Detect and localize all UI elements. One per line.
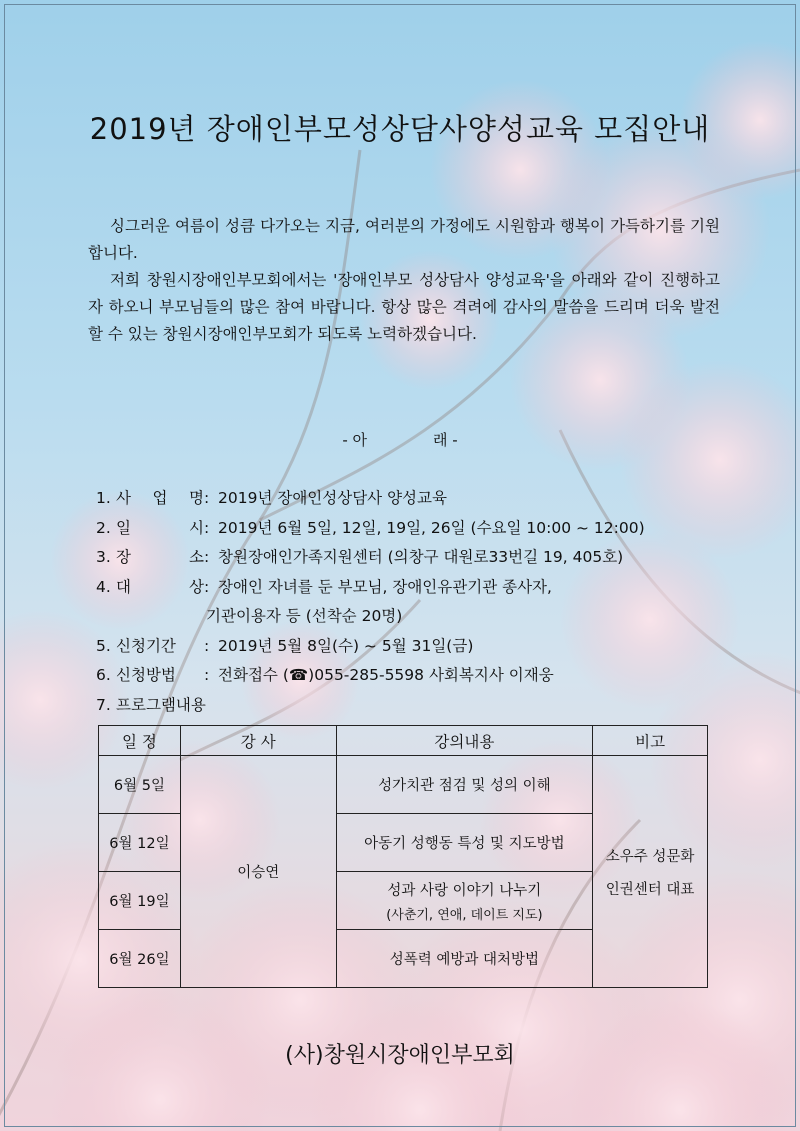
cell-content: 성가치관 점검 및 성의 이해: [336, 756, 593, 814]
cell-date: 6월 19일: [99, 872, 181, 930]
colon: :: [204, 548, 210, 566]
header-instructor: 강 사: [180, 726, 336, 756]
header-date: 일 정: [99, 726, 181, 756]
intro-text: [88, 213, 720, 348]
note-heading-left: - 아: [342, 431, 367, 449]
colon: :: [204, 518, 210, 537]
note-heading: [0, 429, 800, 450]
intro-paragraph: 저희 창원시장애인부모회에서는 '장애인부모 성상담사 양성교육'을 아래와 같이 진행하고자 하오니 부모님들의 많은 참여 바랍니다. 항상 많은 격려에 감사의 말씀을 드리며 더욱 발전할 수 있는 창원시장애인부모회가 되도록 노력하겠습니다.: [88, 271, 720, 343]
item-number: 1.: [96, 489, 111, 507]
item-value: 2019년 6월 5일, 12일, 19일, 26일 (수요일 10:00 ~ 12:00): [218, 518, 645, 537]
item-key: 프로그램내용: [116, 695, 206, 714]
table-header-row: [99, 726, 708, 756]
item-key: 신청방법: [116, 666, 176, 684]
detail-item-apply-period: [96, 632, 736, 662]
program-table: [98, 725, 708, 988]
item-key: 신청기간: [116, 636, 176, 655]
table-row: [99, 756, 708, 814]
colon: :: [204, 489, 210, 507]
cell-date: 6월 26일: [99, 930, 181, 988]
detail-item-place: [96, 543, 736, 573]
cell-note: 소우주 성문화 인권센터 대표: [593, 756, 708, 988]
item-key: 장 소: [116, 548, 204, 566]
item-number: 6.: [96, 666, 111, 684]
colon: :: [204, 577, 210, 596]
item-key: 대 상: [116, 577, 204, 596]
detail-item-date: [96, 514, 736, 544]
intro-paragraph: 싱그러운 여름이 성큼 다가오는 지금, 여러분의 가정에도 시원함과 행복이 가득하기를 기원합니다.: [88, 217, 720, 262]
detail-item-target: [96, 573, 736, 603]
page-title: 2019년 장애인부모성상담사양성교육 모집안내: [89, 112, 711, 146]
header-content: 강의내용: [336, 726, 593, 756]
details-list: [96, 484, 736, 720]
item-value: 2019년 5월 8일(수) ~ 5월 31일(금): [218, 636, 474, 655]
item-value: 창원장애인가족지원센터 (의창구 대원로33번길 19, 405호): [218, 548, 624, 566]
cell-content: 성폭력 예방과 대처방법: [336, 930, 593, 988]
organization-name: (사)창원시장애인부모회: [285, 1043, 515, 1068]
detail-item-name: [96, 484, 736, 514]
colon: :: [204, 666, 210, 684]
item-number: 3.: [96, 548, 111, 566]
item-number: 7.: [96, 695, 111, 714]
detail-item-apply-method: [96, 661, 736, 691]
item-number: 2.: [96, 518, 111, 537]
item-value: 전화접수 (☎)055-285-5598 사회복지사 이재웅: [218, 666, 554, 684]
item-number: 5.: [96, 636, 111, 655]
cell-date: 6월 5일: [99, 756, 181, 814]
item-number: 4.: [96, 577, 111, 596]
item-value: 장애인 자녀를 둔 부모님, 장애인유관기관 종사자,: [218, 577, 552, 596]
item-key: 일 시: [116, 518, 204, 537]
note-heading-right: 래 -: [433, 431, 458, 449]
colon: :: [204, 636, 210, 655]
item-value: 2019년 장애인성상담사 양성교육: [218, 489, 447, 507]
detail-item-program: [96, 691, 736, 721]
header-note: 비고: [593, 726, 708, 756]
cell-content: 아동기 성행동 특성 및 지도방법: [336, 814, 593, 872]
cell-instructor: 이승연: [180, 756, 336, 988]
item-key: 사 업 명: [116, 489, 204, 507]
cell-content: 성과 사랑 이야기 나누기 (사춘기, 연애, 데이트 지도): [336, 872, 593, 930]
detail-item-target-cont: [96, 602, 736, 632]
item-value: 기관이용자 등 (선착순 20명): [206, 607, 403, 625]
cell-date: 6월 12일: [99, 814, 181, 872]
